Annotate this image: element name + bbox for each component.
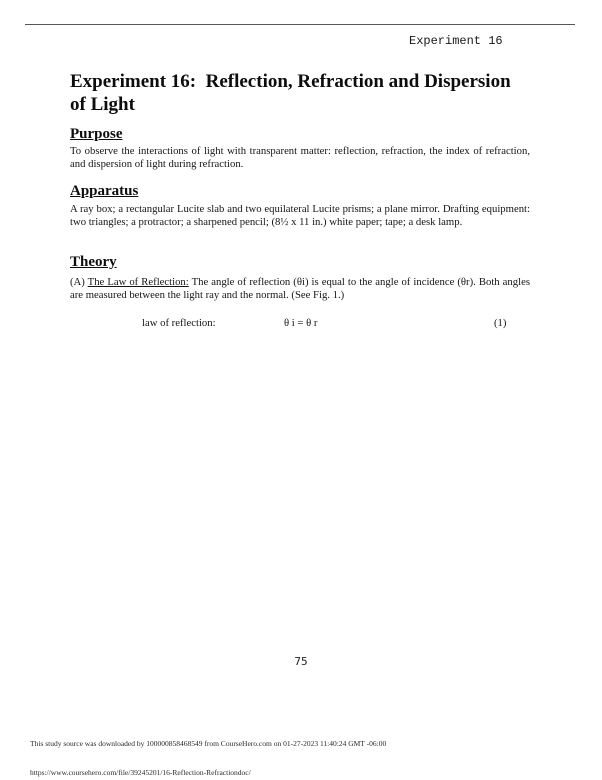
running-header: Experiment 16 [409, 34, 503, 48]
section-heading-purpose: Purpose [70, 126, 123, 142]
equation-row [0, 317, 602, 331]
section-heading-apparatus: Apparatus [70, 183, 139, 199]
purpose-paragraph: To observe the interactions of light with transparent matter: reflection, refraction, the index of refraction, and dispersion of light during refraction. [70, 145, 530, 171]
theory-paragraph-text: The angle of reflection (θi) is equal to the angle of incidence (θr). Both angles are measured between the light ray and the normal. (See Fig. 1.) [70, 276, 530, 302]
page-title: Experiment 16: Reflection, Refraction and Dispersion of Light [70, 71, 516, 115]
footer-source-url: https://www.coursehero.com/file/39245201/16-Reflection-Refractiondoc/ [30, 768, 251, 777]
equation-label: law of reflection: [142, 317, 216, 329]
page-number: 75 [294, 655, 308, 668]
footer-download-note: This study source was downloaded by 100000858468549 from CourseHero.com on 01-27-2023 11:40:24 GMT -06:00 [30, 739, 387, 748]
theory-paragraph-prefix: (A) [70, 276, 88, 288]
header-divider-rule [25, 24, 575, 25]
equation-expression: θ i = θ r [284, 317, 318, 329]
section-heading-theory: Theory [70, 254, 117, 270]
apparatus-paragraph: A ray box; a rectangular Lucite slab and two equilateral Lucite prisms; a plane mirror. Drafting equipment: two triangles; a protractor; a sharpened pencil; (8½ x 11 in.) white paper; tape; a desk lamp. [70, 203, 530, 229]
equation-number: (1) [494, 317, 507, 329]
theory-law-of-reflection-label: The Law of Reflection: [87, 276, 189, 288]
theory-paragraph [70, 276, 530, 303]
